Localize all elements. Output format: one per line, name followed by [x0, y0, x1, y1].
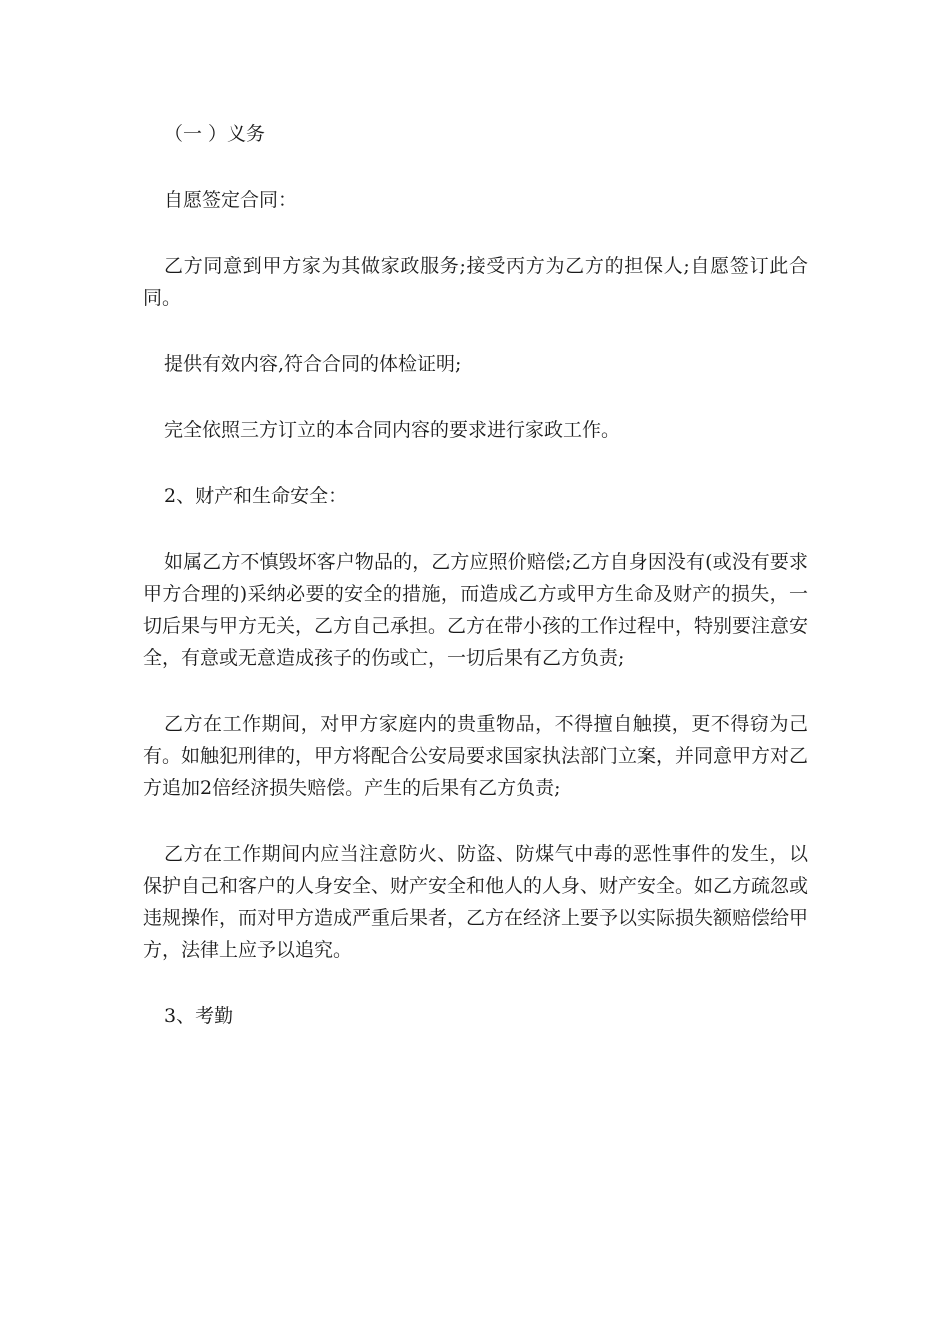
paragraph-fire-theft-safety: 乙方在工作期间内应当注意防火、防盗、防煤气中毒的恶性事件的发生，以保护自己和客户的人身安全、财产安全和他人的人身、财产安全。如乙方疏忽或违规操作，而对甲方造成严重后果者，乙方在经济上要予以实际损失额赔偿给甲方，法律上应予以追究。 — [143, 843, 809, 961]
paragraph-health-certificate: 提供有效内容,符合合同的体检证明; — [164, 353, 462, 375]
paragraph-valuables: 乙方在工作期间，对甲方家庭内的贵重物品，不得擅自触摸，更不得窃为己有。如触犯刑律的，甲方将配合公安局要求国家执法部门立案，并同意甲方对乙方追加2倍经济损失赔偿。产生的后果有乙方负责; — [143, 713, 809, 799]
document-body — [143, 118, 808, 1032]
paragraph-follow-contract: 完全依照三方订立的本合同内容的要求进行家政工作。 — [164, 419, 621, 441]
paragraph-party-b-agrees: 乙方同意到甲方家为其做家政服务;接受丙方为乙方的担保人;自愿签订此合同。 — [143, 255, 808, 309]
paragraph-voluntary-contract: 自愿签定合同： — [164, 189, 298, 211]
section-heading-obligations: （一 ）义务 — [164, 123, 266, 145]
paragraph-damage-compensation: 如属乙方不慎毁坏客户物品的，乙方应照价赔偿;乙方自身因没有(或没有要求甲方合理的)采纳必要的安全的措施，而造成乙方或甲方生命及财产的损失，一切后果与甲方无关，乙方自己承担。乙方在带小孩的工作过程中，特别要注意安全，有意或无意造成孩子的伤或亡，一切后果有乙方负责; — [143, 551, 809, 669]
section-heading-property-safety: 2、财产和生命安全： — [164, 485, 348, 507]
section-heading-attendance: 3、考勤 — [164, 1005, 234, 1027]
